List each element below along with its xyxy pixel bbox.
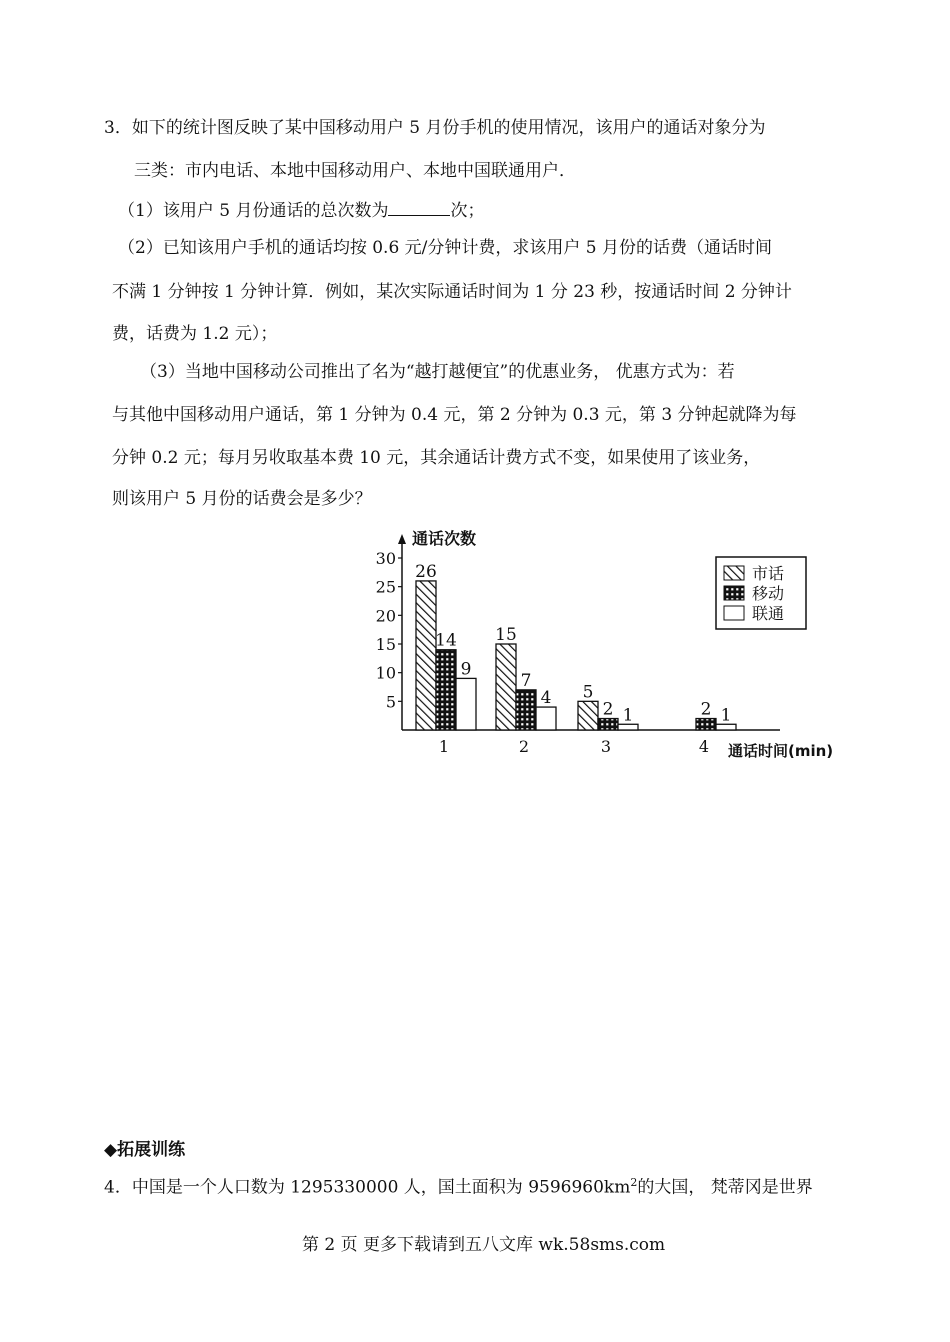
- question3-line3: 分钟 0.2 元；每月另收取基本费 10 元，其余通话计费方式不变，如果使用了该业务，: [112, 448, 761, 468]
- bar-plain-1: [456, 678, 476, 730]
- y-tick-label: 25: [375, 577, 396, 597]
- bar-value-label: 5: [582, 682, 594, 703]
- problem4-text: 中国是一个人口数为 1295330000 人，国土面积为 9596960km: [131, 1177, 631, 1198]
- y-tick-label: 20: [375, 606, 396, 626]
- y-tick-label: 15: [375, 635, 396, 654]
- problem3-statement-line1: 如下的统计图反映了某中国移动用户 5 月份手机的使用情况，该用户的通话对象分为: [131, 118, 766, 138]
- y-tick-label: 30: [375, 549, 396, 568]
- call-count-bar-chart: [360, 522, 860, 767]
- legend-swatch-plain: [724, 606, 744, 620]
- x-tick-label: 2: [518, 737, 530, 756]
- bar-hatch-2: [496, 644, 516, 730]
- bar-value-label: 2: [700, 699, 712, 720]
- bar-hatch-1: [416, 581, 436, 730]
- bar-grid-4: [696, 719, 716, 730]
- problem4-text-after: 的大国， 梵蒂冈是世界: [637, 1177, 813, 1198]
- x-axis-label: 通话时间(min): [728, 742, 834, 760]
- bar-value-label: 2: [602, 699, 614, 720]
- question3-line4: 则该用户 5 月份的话费会是多少？: [112, 489, 372, 509]
- legend-swatch-grid: [724, 586, 744, 600]
- bar-value-label: 9: [460, 659, 472, 680]
- x-tick-label: 4: [698, 737, 710, 756]
- question2-line1: （2）已知该用户手机的通话均按 0.6 元/分钟计费，求该用户 5 月份的话费（通话时间: [118, 238, 773, 258]
- bar-value-label: 4: [540, 688, 552, 709]
- y-tick-label: 10: [375, 663, 396, 683]
- bar-value-label: 15: [495, 625, 517, 645]
- bar-hatch-3: [578, 701, 598, 730]
- problem4-superscript: 2: [630, 1176, 638, 1189]
- legend: [716, 557, 806, 629]
- question1-text: （1）该用户 5 月份通话的总次数为: [118, 201, 389, 221]
- question1-suffix: 次；: [450, 201, 485, 221]
- bar-value-label: 26: [415, 561, 437, 582]
- x-tick-label: 1: [438, 737, 450, 756]
- y-axis-label: 通话次数: [412, 529, 477, 548]
- bar-value-label: 14: [435, 630, 457, 651]
- y-tick-label: 5: [385, 692, 396, 712]
- bar-grid-2: [516, 690, 536, 730]
- section-title: ◆拓展训练: [104, 1140, 186, 1160]
- problem3-line1: [104, 117, 765, 139]
- question2-line3: 费，话费为 1.2 元）；: [112, 324, 278, 344]
- bar-grid-1: [436, 650, 456, 730]
- answer-blank: [388, 199, 450, 216]
- y-axis-arrow: [398, 534, 406, 544]
- legend-label-mobile: 移动: [752, 584, 785, 603]
- bar-value-label: 1: [720, 705, 732, 726]
- problem3-number: 3．: [104, 118, 132, 138]
- problem4-line1: [104, 1172, 813, 1199]
- question3-line1: （3）当地中国移动公司推出了名为“越打越便宜”的优惠业务， 优惠方式为：若: [140, 362, 735, 382]
- bar-grid-3: [598, 719, 618, 730]
- x-tick-label: 3: [600, 737, 612, 756]
- bar-value-label: 7: [520, 670, 532, 691]
- bar-value-label: 1: [622, 705, 634, 726]
- legend-swatch-hatch: [724, 566, 744, 580]
- legend-label-unicom: 联通: [752, 604, 785, 623]
- question3-line2: 与其他中国移动用户通话，第 1 分钟为 0.4 元，第 2 分钟为 0.3 元，第 3 分钟起就降为每: [112, 405, 797, 425]
- legend-label-local: 市话: [752, 564, 785, 583]
- page-footer: 第 2 页 更多下载请到五八文库 wk.58sms.com: [302, 1235, 666, 1255]
- question2-line2: 不满 1 分钟按 1 分钟计算．例如，某次实际通话时间为 1 分 23 秒，按通话时间 2 分钟计: [112, 282, 792, 302]
- problem3-statement-line2: 三类：市内电话、本地中国移动用户、本地中国联通用户．: [134, 161, 576, 181]
- bar-plain-2: [536, 707, 556, 730]
- problem4-number: 4．: [104, 1177, 132, 1198]
- question1: [118, 199, 484, 222]
